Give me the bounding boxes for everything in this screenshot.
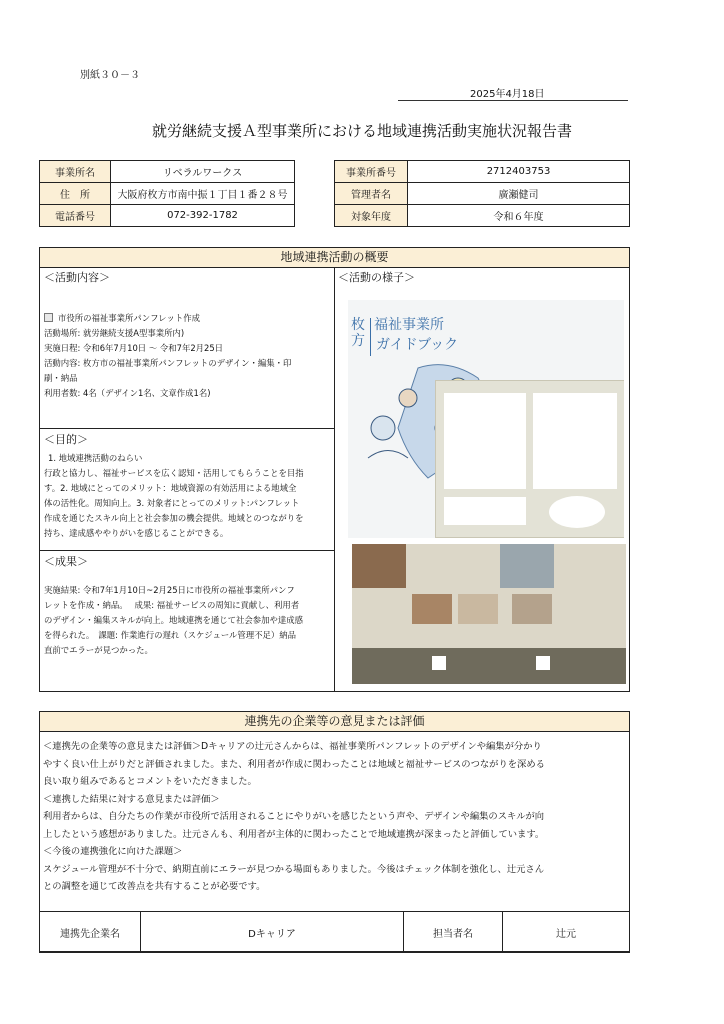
- activity-line: 活動内容: 枚方市の福祉事業所パンフレットのデザイン・編集・印: [44, 358, 292, 368]
- activity-item-text: 市役所の福祉事業所パンフレット作成: [58, 313, 200, 323]
- brochure-spread: [435, 380, 624, 538]
- partner-table: [39, 911, 630, 953]
- result-heading: ＜成果＞: [44, 555, 88, 568]
- column-divider: [334, 267, 335, 691]
- divider-result: [40, 550, 334, 551]
- facility-number-label: 事業所番号: [335, 161, 408, 183]
- page-title: 就労継続支援Ａ型事業所における地域連携活動実施状況報告書: [151, 122, 572, 140]
- brochure-cover-photo: [348, 300, 624, 538]
- purpose-line: 1. 地域連携活動のねらい: [48, 453, 143, 463]
- overview-section: [39, 247, 630, 692]
- document-id: 別紙３０－３: [80, 70, 140, 81]
- overview-heading: 地域連携活動の概要: [40, 248, 629, 268]
- brochure-inside-photo: [352, 544, 626, 684]
- evaluation-line: 良い取り組みであるとコメントをいただきました。: [43, 776, 257, 787]
- evaluation-line: やすく良い仕上がりだと評価されました。また、利用者が作成に関わったことは地域と福祉サービスのつながりを深める: [43, 758, 545, 770]
- report-date: 2025年4月18日: [470, 89, 545, 100]
- phone-value: 072-392-1782: [111, 205, 295, 227]
- result-block: [44, 553, 332, 658]
- result-line: 実施結果: 令和7年1月10日~2月25日に市役所の福祉事業所パンフ: [44, 585, 295, 595]
- activity-item: [44, 311, 332, 326]
- partner-person-value: 辻元: [503, 912, 630, 953]
- evaluation-line: 利用者からは、自分たちの作業が市役所で活用されることにやりがいを感じたという声や、デザインや編集のスキルが向: [43, 811, 545, 822]
- partner-person-label: 担当者名: [404, 912, 503, 953]
- purpose-line: す。2. 地域にとってのメリット：地域資源の有効活用による地域全: [44, 483, 297, 493]
- facility-info-table: [39, 160, 295, 227]
- evaluation-line: 上したという感想がありました。辻元さんも、利用者が主体的に関わったことで地域連携が深まったと評価しています。: [43, 828, 545, 840]
- photo-block: [338, 269, 628, 285]
- result-line: レットを作成・納品。 成果: 福祉サービスの周知に貢献し、利用者: [44, 600, 300, 610]
- facility-number-value: 2712403753: [408, 161, 630, 183]
- purpose-line: 行政と協力し、福祉サービスを広く認知・活用してもらうことを目指: [44, 468, 304, 478]
- brochure-title-2: ガイドブック: [376, 337, 459, 353]
- evaluation-line: との調整を通じて改善点を共有することが必要です。: [43, 881, 266, 892]
- address-value: 大阪府枚方市南中振１丁目１番２８号: [111, 183, 295, 205]
- target-year-value: 令和６年度: [408, 205, 630, 227]
- facility-name-label: 事業所名: [40, 161, 111, 183]
- manager-label: 管理者名: [335, 183, 408, 205]
- brochure-rule: [370, 318, 371, 356]
- purpose-line: 作成を通じたスキル向上と社会参加の機会提供。地域とのつながりを: [44, 513, 304, 523]
- activity-block: [44, 269, 332, 401]
- partner-company-value: Dキャリア: [141, 912, 404, 953]
- activity-line: 実施日程: 令和6年7月10日 ～ 令和7年2月25日: [44, 343, 224, 353]
- result-line: のデザイン・編集スキルが向上。地域連携を通じて社会参加や達成感: [44, 615, 303, 625]
- divider-purpose: [40, 428, 334, 429]
- address-label: 住 所: [40, 183, 111, 205]
- evaluation-line: ＜連携した結果に対する意見または評価＞: [43, 793, 220, 805]
- activity-line: 活動場所: 就労継続支援A型事業所内): [44, 328, 185, 338]
- activity-line: 刷・納品: [44, 373, 78, 383]
- date-underline: [398, 100, 628, 101]
- purpose-block: [44, 431, 332, 541]
- target-year-label: 対象年度: [335, 205, 408, 227]
- evaluation-text: [43, 738, 628, 896]
- partner-company-label: 連携先企業名: [40, 912, 141, 953]
- purpose-line: 持ち、達成感ややりがいを感じることができる。: [44, 528, 229, 538]
- purpose-line: 体の活性化。周知向上。3. 対象者にとってのメリット:パンフレット: [44, 498, 300, 508]
- evaluation-line: ＜今後の連携強化に向けた課題＞: [43, 846, 183, 857]
- evaluation-heading: 連携先の企業等の意見または評価: [40, 712, 629, 732]
- brochure-title-1: 福祉事業所: [374, 317, 444, 333]
- evaluation-line: スケジュール管理が不十分で、納期直前にエラーが見つかる場面もありました。今後はチェック体制を強化し、辻元さん: [43, 863, 545, 875]
- result-line: を得られた。 課題: 作業進行の遅れ（スケジュール管理不足）納品: [44, 630, 297, 640]
- phone-label: 電話番号: [40, 205, 111, 227]
- result-line: 直前でエラーが見つかった。: [44, 645, 153, 655]
- facility-name-value: リベラルワークス: [111, 161, 295, 183]
- facility-info-table-right: [334, 160, 630, 227]
- manager-value: 廣瀬健司: [408, 183, 630, 205]
- brochure-vertical-text: 枚方: [351, 317, 365, 349]
- purpose-heading: ＜目的＞: [44, 433, 88, 446]
- activity-line: 利用者数: 4名（デザイン1名、文章作成1名): [44, 388, 211, 398]
- photo-heading: ＜活動の様子＞: [338, 271, 415, 284]
- checkbox-icon: [44, 313, 53, 322]
- activity-heading: ＜活動内容＞: [44, 271, 110, 284]
- evaluation-line: ＜連携先の企業等の意見または評価＞Dキャリアの辻元さんからは、福祉事業所パンフレットのデザインや編集が分かり: [43, 741, 542, 752]
